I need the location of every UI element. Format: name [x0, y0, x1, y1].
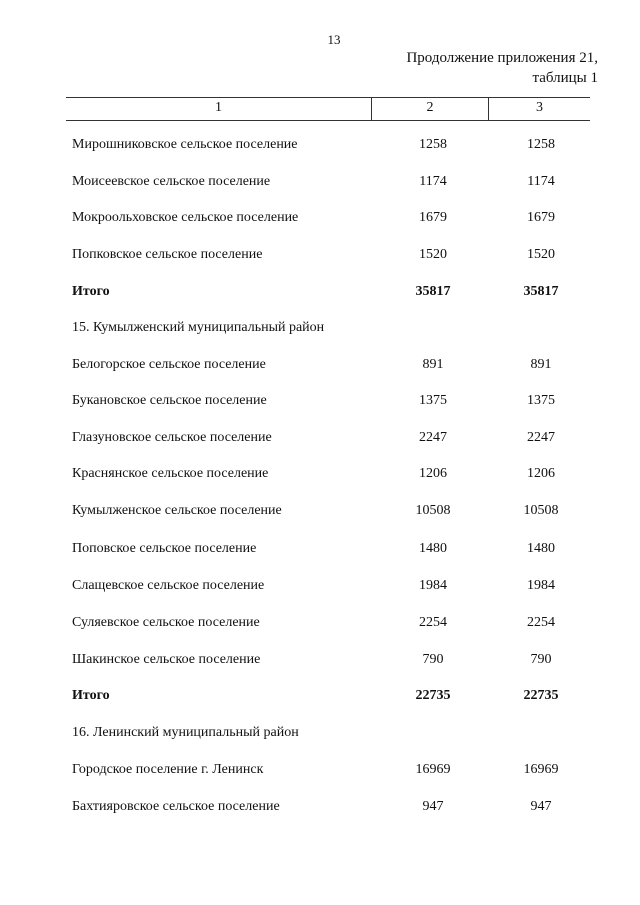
- table-row: [0, 137, 640, 161]
- table-row: [0, 247, 640, 271]
- settlement-name: Моисеевское сельское поселение: [72, 174, 271, 189]
- table-row: [0, 393, 640, 417]
- header-top-rule: [66, 97, 590, 98]
- value-col-3: 947: [530, 799, 552, 814]
- continuation-line-1: Продолжение приложения 21,: [406, 50, 598, 66]
- value-col-3: 790: [530, 652, 552, 667]
- section-heading: 16. Ленинский муниципальный район: [72, 725, 299, 740]
- table-row: [0, 578, 640, 602]
- section-heading: 15. Кумылженский муниципальный район: [72, 320, 325, 335]
- value-col-2: 22735: [415, 688, 451, 703]
- table-row: [0, 725, 640, 749]
- header-col-2: 2: [426, 100, 434, 115]
- value-col-2: 10508: [415, 503, 451, 518]
- value-col-2: 1174: [419, 174, 447, 189]
- settlement-name: Шакинское сельское поселение: [72, 652, 261, 667]
- value-col-2: 1480: [419, 541, 447, 556]
- value-col-2: 947: [422, 799, 444, 814]
- value-col-2: 1520: [419, 247, 447, 262]
- table-row: [0, 799, 640, 823]
- value-col-3: 1206: [527, 466, 555, 481]
- value-col-3: 22735: [523, 688, 559, 703]
- settlement-name: Краснянское сельское поселение: [72, 466, 269, 481]
- settlement-name: Белогорское сельское поселение: [72, 357, 266, 372]
- table-row: [0, 652, 640, 676]
- value-col-2: 1258: [419, 137, 447, 152]
- table-row: [0, 320, 640, 344]
- value-col-2: 2254: [419, 615, 447, 630]
- value-col-2: 35817: [415, 284, 451, 299]
- value-col-3: 1520: [527, 247, 555, 262]
- value-col-3: 1679: [527, 210, 555, 225]
- value-col-3: 1174: [527, 174, 555, 189]
- table-row: [0, 174, 640, 198]
- settlement-name: Кумылженское сельское поселение: [72, 503, 282, 518]
- value-col-3: 1984: [527, 578, 555, 593]
- table-row: [0, 541, 640, 565]
- value-col-2: 790: [422, 652, 444, 667]
- settlement-name: Букановское сельское поселение: [72, 393, 267, 408]
- table-row: [0, 466, 640, 490]
- table-row: [0, 503, 640, 527]
- settlement-name: Глазуновское сельское поселение: [72, 430, 272, 445]
- settlement-name: Мокроольховское сельское поселение: [72, 210, 299, 225]
- table-row: [0, 357, 640, 381]
- settlement-name: Городское поселение г. Ленинск: [72, 762, 264, 777]
- header-col-1: 1: [215, 100, 222, 115]
- value-col-3: 1375: [527, 393, 555, 408]
- total-label: Итого: [72, 688, 110, 703]
- value-col-2: 1679: [419, 210, 447, 225]
- value-col-3: 1480: [527, 541, 555, 556]
- value-col-2: 891: [422, 357, 444, 372]
- settlement-name: Суляевское сельское поселение: [72, 615, 260, 630]
- value-col-3: 10508: [523, 503, 559, 518]
- page-number: 13: [327, 32, 341, 47]
- value-col-3: 891: [530, 357, 552, 372]
- value-col-3: 35817: [523, 284, 559, 299]
- value-col-3: 2247: [527, 430, 555, 445]
- value-col-3: 1258: [527, 137, 555, 152]
- continuation-line-2: таблицы 1: [532, 70, 598, 86]
- value-col-2: 1375: [419, 393, 447, 408]
- settlement-name: Поповское сельское поселение: [72, 541, 257, 556]
- table-row: [0, 430, 640, 454]
- value-col-3: 16969: [523, 762, 559, 777]
- value-col-2: 1206: [419, 466, 447, 481]
- value-col-2: 16969: [415, 762, 451, 777]
- header-bottom-rule: [66, 120, 590, 121]
- settlement-name: Бахтияровское сельское поселение: [72, 799, 280, 814]
- table-row: [0, 284, 640, 308]
- settlement-name: Попковское сельское поселение: [72, 247, 263, 262]
- header-col-3: 3: [536, 100, 543, 115]
- table-header: [66, 97, 590, 121]
- table-row: [0, 615, 640, 639]
- continuation-note: [406, 48, 598, 88]
- value-col-2: 2247: [419, 430, 447, 445]
- value-col-2: 1984: [419, 578, 447, 593]
- value-col-3: 2254: [527, 615, 555, 630]
- total-label: Итого: [72, 284, 110, 299]
- table-row: [0, 210, 640, 234]
- settlement-name: Слащевское сельское поселение: [72, 578, 265, 593]
- settlement-name: Мирошниковское сельское поселение: [72, 137, 298, 152]
- table-row: [0, 762, 640, 786]
- table-row: [0, 688, 640, 712]
